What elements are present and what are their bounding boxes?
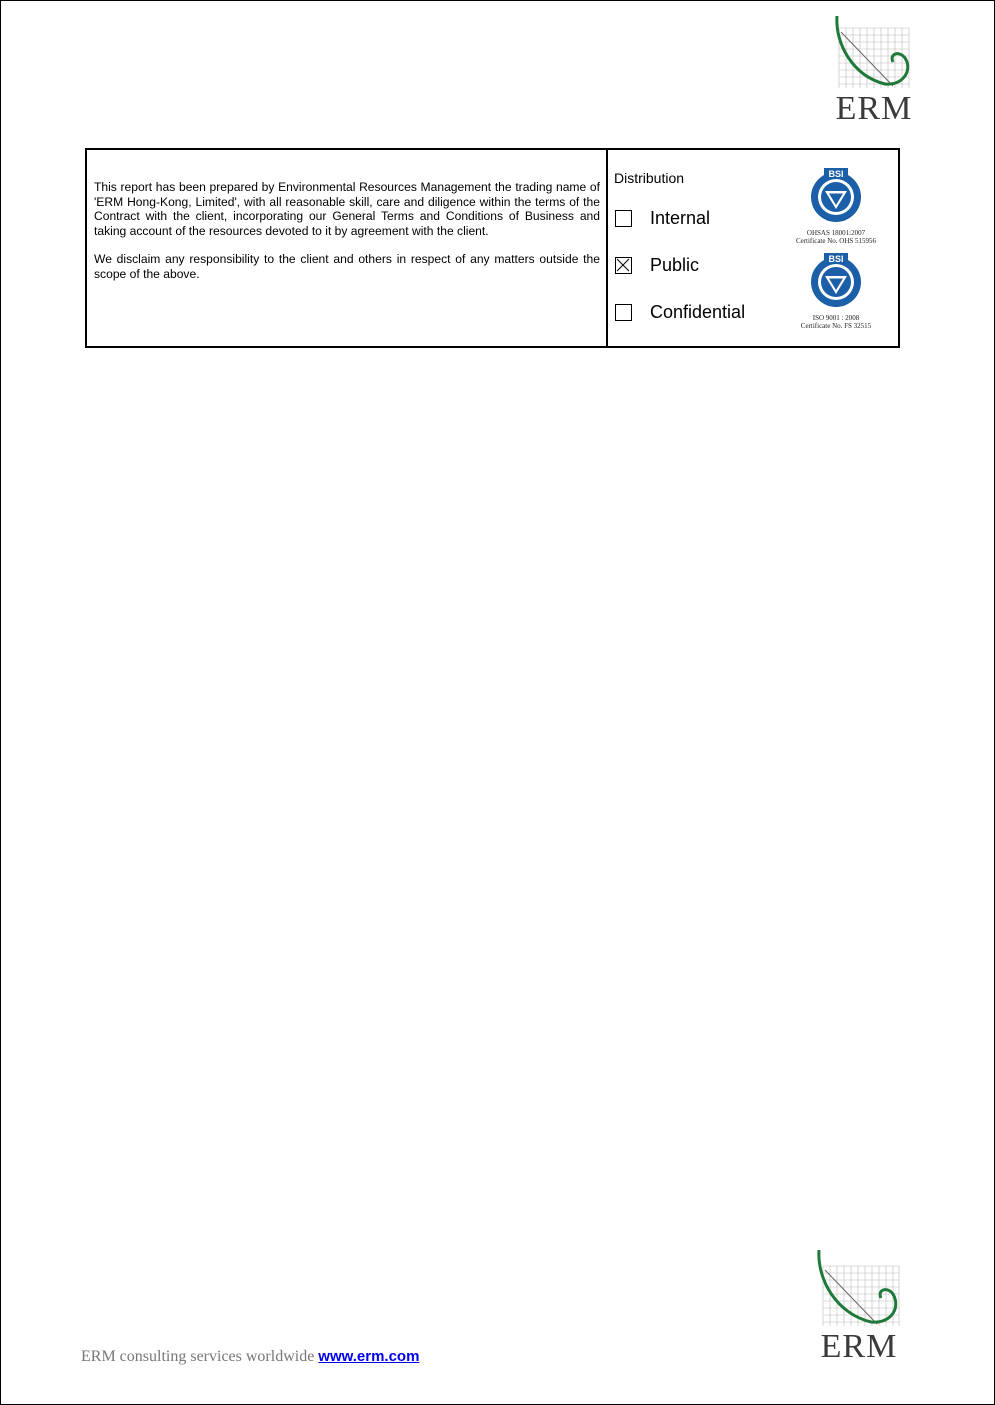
distribution-label: Confidential bbox=[650, 302, 746, 322]
certification-number: Certificate No. OHS 515956 bbox=[795, 237, 877, 245]
certification-line: ISO 9001 : 2008 bbox=[812, 314, 860, 322]
erm-logo-text: ERM bbox=[835, 90, 913, 127]
checkbox-public[interactable] bbox=[615, 257, 632, 274]
certification-number: Certificate No. FS 32515 bbox=[800, 322, 872, 330]
disclaimer-paragraph: We disclaim any responsibility to the client and others in respect of any matters outside the scope of the above. bbox=[94, 252, 600, 281]
distribution-option-internal[interactable] bbox=[615, 208, 710, 229]
erm-logo-header bbox=[833, 14, 915, 126]
distribution-title: Distribution bbox=[614, 170, 685, 186]
bsi-badge-text: BSI bbox=[828, 254, 844, 264]
footer-tagline bbox=[81, 1348, 419, 1366]
bsi-logo-icon bbox=[808, 251, 864, 309]
distribution-option-public[interactable] bbox=[615, 255, 699, 276]
bsi-certification-ohsas bbox=[781, 166, 891, 245]
checkmark-x-icon bbox=[616, 258, 630, 272]
checkbox-confidential[interactable] bbox=[615, 304, 632, 321]
certification-line: OHSAS 18001:2007 bbox=[806, 229, 866, 237]
footer-text: ERM consulting services worldwide bbox=[81, 1348, 315, 1365]
distribution-option-confidential[interactable] bbox=[615, 302, 745, 323]
erm-logo-footer bbox=[815, 1248, 903, 1366]
erm-logo-text: ERM bbox=[820, 1328, 898, 1365]
bsi-badge-text: BSI bbox=[828, 169, 844, 179]
bsi-logo-icon bbox=[808, 166, 864, 224]
disclaimer-box bbox=[85, 148, 900, 348]
distribution-label: Public bbox=[650, 255, 700, 275]
disclaimer-paragraph: This report has been prepared by Environmental Resources Management the trading name of 'ERM Hong-Kong, Limited', with all reasonable skill, care and diligence within the terms of the Contract with the client, incorporating our General Terms and Conditions of Business and taking account of the resources devoted to it by agreement with the client. bbox=[94, 180, 600, 238]
disclaimer-text bbox=[87, 150, 608, 346]
erm-website-link[interactable]: www.erm.com bbox=[318, 1348, 420, 1365]
distribution-panel bbox=[608, 150, 898, 346]
bsi-certification-iso bbox=[781, 251, 891, 330]
checkbox-internal[interactable] bbox=[615, 210, 632, 227]
distribution-label: Internal bbox=[650, 208, 711, 228]
